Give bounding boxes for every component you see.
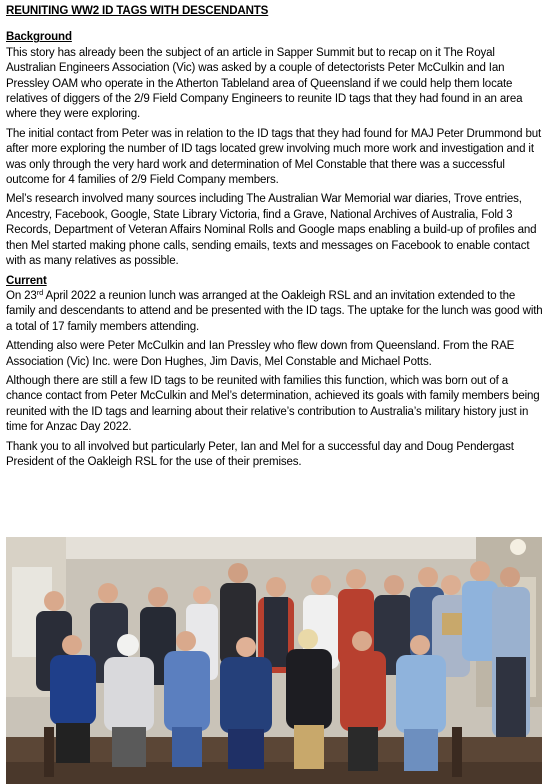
- current-paragraph: Thank you to all involved but particularly Peter, Ian and Mel for a successful day and Doug Pendergast President of the Oakleigh RSL for the use of their premises.: [6, 440, 514, 468]
- paragraph-text: April 2022 a reunion lunch was arranged at the Oakleigh RSL and an invitation extended to the family and descendants to attend and be presented with the ID tags. The uptake for the lunch was good with a total of 17 family members attending.: [6, 289, 543, 333]
- article: [6, 4, 543, 474]
- background-paragraph: The initial contact from Peter was in relation to the ID tags that they had found for MAJ Peter Drummond but after more exploring the number of ID tags located grew involving much more work and investigation and it was only through the very hard work and determination of Mel Constable that there was a successful outcome for 4 families of 2/9 Field Company members.: [6, 127, 542, 187]
- section-heading-background: Background: [6, 31, 72, 44]
- date-ordinal: rd: [36, 287, 44, 297]
- background-paragraph: This story has already been the subject of an article in Sapper Summit but to recap on it The Royal Australian Engineers Association (Vic) was asked by a couple of detectorists Peter McCulkin and Ian Pressley OAM who operate in the Atherton Tableland area of Queensland if we could help them locate relatives of diggers of the 2/9 Field Company Engineers to reunite ID tags that they had found in an area where they were exploring.: [6, 46, 523, 121]
- current-paragraph: Although there are still a few ID tags to be reunited with families this function, which was born out of a chance contact from Peter McCulkin and Mel’s determination, achieved its goals with family members being reunited with the ID tags and learning about their relative’s contribution to Australia’s military history just in time for Anzac Day 2022.: [6, 374, 540, 434]
- current-paragraph: Attending also were Peter McCulkin and Ian Pressley who flew down from Queensland. From the RAE Association (Vic) Inc. were Don Hughes, Jim Davis, Mel Constable and Michael Potts.: [6, 340, 515, 368]
- section-heading-current: Current: [6, 274, 47, 287]
- group-photo-illustration: [6, 537, 542, 784]
- background-paragraph: Mel’s research involved many sources including The Australian War Memorial war diaries, Trove entries, Ancestry, Facebook, Google, State Library Victoria, find a Grave, National Archives of Australia, Fold 3 Records, Department of Veteran Affairs Nominal Rolls and Google maps enabling a build-up of profiles and then Mel started making phone calls, sending emails, texts and messages on Facebook to enable contact with as many relatives as possible.: [6, 193, 537, 268]
- article-title: REUNITING WW2 ID TAGS WITH DESCENDANTS: [6, 5, 269, 17]
- group-photo: [6, 537, 542, 784]
- current-paragraph: [6, 289, 543, 335]
- date-text: On 23: [6, 289, 37, 302]
